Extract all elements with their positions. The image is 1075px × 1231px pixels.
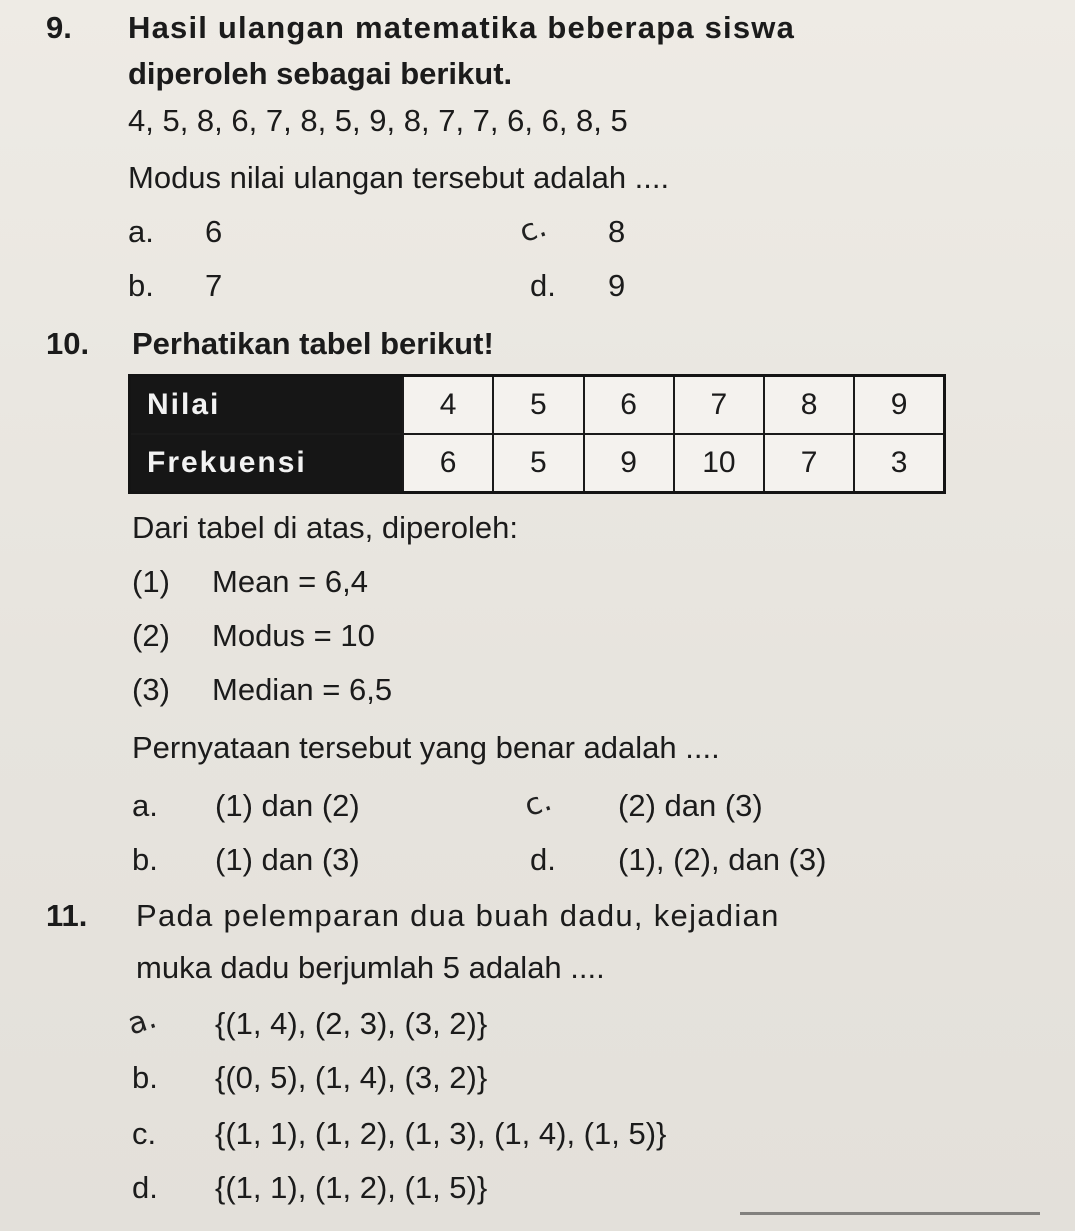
table-row-nilai bbox=[130, 376, 945, 435]
cut-off-next-line bbox=[740, 1212, 1040, 1231]
q9-option-b-letter: b. bbox=[128, 268, 154, 303]
frekuensi-cell: 7 bbox=[764, 434, 854, 493]
q10-statement-3-text: Median = 6,5 bbox=[212, 672, 393, 707]
q9-option-b-text: 7 bbox=[205, 268, 223, 303]
q11-option-a-crossed-letter: a. bbox=[123, 1000, 161, 1043]
q9-option-c-text: 8 bbox=[608, 214, 626, 249]
q11-text-line2: muka dadu berjumlah 5 adalah .... bbox=[136, 950, 605, 985]
q10-statement-1-num: (1) bbox=[132, 564, 170, 599]
frekuensi-cell: 9 bbox=[584, 434, 674, 493]
q10-option-a-letter: a. bbox=[132, 788, 158, 823]
q10-statement-3-num: (3) bbox=[132, 672, 170, 707]
nilai-cell: 9 bbox=[854, 376, 944, 435]
frekuensi-cell: 5 bbox=[493, 434, 583, 493]
q9-option-a-text: 6 bbox=[205, 214, 223, 249]
nilai-cell: 7 bbox=[674, 376, 764, 435]
q10-option-b-letter: b. bbox=[132, 842, 158, 877]
q10-statement-2-text: Modus = 10 bbox=[212, 618, 375, 653]
nilai-cell: 4 bbox=[403, 376, 493, 435]
frekuensi-cell: 3 bbox=[854, 434, 944, 493]
q11-option-c-letter: c. bbox=[132, 1116, 157, 1151]
q9-data-list: 4, 5, 8, 6, 7, 8, 5, 9, 8, 7, 7, 6, 6, 8, 5 bbox=[128, 103, 628, 138]
q9-question: Modus nilai ulangan tersebut adalah .... bbox=[128, 160, 670, 195]
q9-option-d-letter: d. bbox=[530, 268, 556, 303]
q10-question: Pernyataan tersebut yang benar adalah .... bbox=[132, 730, 720, 765]
q11-option-c-text: {(1, 1), (1, 2), (1, 3), (1, 4), (1, 5)} bbox=[215, 1116, 667, 1151]
frekuensi-cell: 6 bbox=[403, 434, 493, 493]
q10-option-a-text: (1) dan (2) bbox=[215, 788, 360, 823]
q10-option-b-text: (1) dan (3) bbox=[215, 842, 360, 877]
q9-option-d-text: 9 bbox=[608, 268, 626, 303]
q10-statement-1-text: Mean = 6,4 bbox=[212, 564, 368, 599]
frequency-table bbox=[128, 374, 946, 494]
q11-option-a-text: {(1, 4), (2, 3), (3, 2)} bbox=[215, 1006, 488, 1041]
q11-number: 11. bbox=[46, 898, 88, 933]
q11-option-d-text: {(1, 1), (1, 2), (1, 5)} bbox=[215, 1170, 488, 1205]
q10-intro: Perhatikan tabel berikut! bbox=[132, 326, 494, 361]
frekuensi-cell: 10 bbox=[674, 434, 764, 493]
q9-number: 9. bbox=[46, 10, 72, 45]
q11-text-line1: Pada pelemparan dua buah dadu, kejadian bbox=[136, 898, 780, 933]
nilai-cell: 8 bbox=[764, 376, 854, 435]
row-label-frekuensi: Frekuensi bbox=[130, 434, 404, 493]
q11-option-b-text: {(0, 5), (1, 4), (3, 2)} bbox=[215, 1060, 488, 1095]
row-label-nilai: Nilai bbox=[130, 376, 404, 435]
q11-option-b-letter: b. bbox=[132, 1060, 158, 1095]
q10-statement-2-num: (2) bbox=[132, 618, 170, 653]
q9-option-c-crossed-letter: c. bbox=[515, 208, 551, 251]
nilai-cell: 6 bbox=[584, 376, 674, 435]
q10-option-c-crossed-letter: c. bbox=[520, 782, 556, 825]
q10-option-c-text: (2) dan (3) bbox=[618, 788, 763, 823]
q9-option-a-letter: a. bbox=[128, 214, 154, 249]
nilai-cell: 5 bbox=[493, 376, 583, 435]
q11-option-d-letter: d. bbox=[132, 1170, 158, 1205]
q10-number: 10. bbox=[46, 326, 90, 361]
q9-text-line2: diperoleh sebagai berikut. bbox=[128, 56, 513, 91]
q10-lead: Dari tabel di atas, diperoleh: bbox=[132, 510, 519, 545]
q10-option-d-text: (1), (2), dan (3) bbox=[618, 842, 827, 877]
q10-option-d-letter: d. bbox=[530, 842, 556, 877]
table-row-frekuensi bbox=[130, 434, 945, 493]
q9-text-line1: Hasil ulangan matematika beberapa siswa bbox=[128, 10, 796, 45]
